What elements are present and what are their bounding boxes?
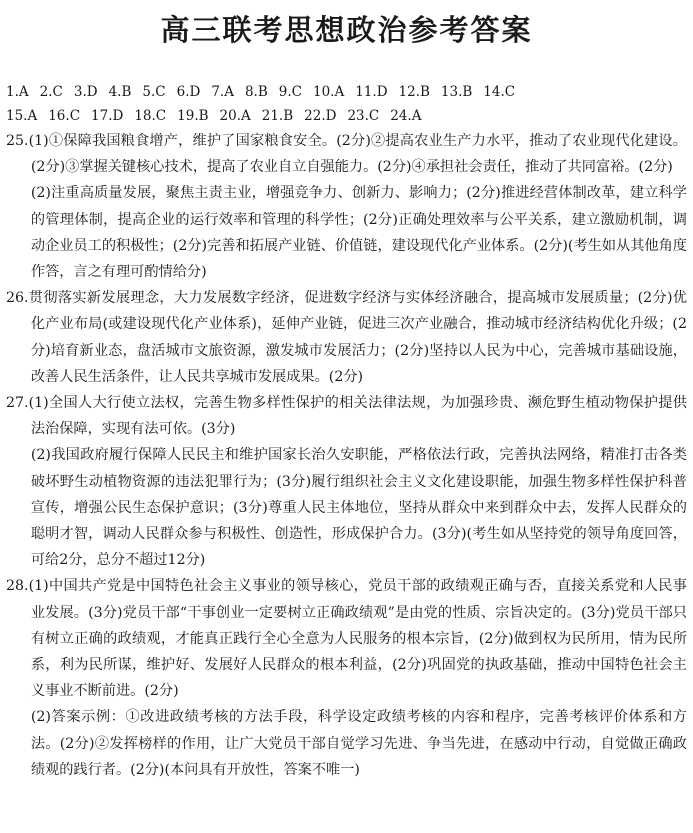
choice-answer: 3.D xyxy=(73,84,98,100)
choice-answer: 1.A xyxy=(6,84,29,100)
choice-answer: 16.C xyxy=(48,108,81,124)
choice-answer: 22.D xyxy=(304,108,337,124)
choice-answer: 9.C xyxy=(278,84,302,100)
choice-answer: 23.C xyxy=(347,108,380,124)
choice-answer: 6.D xyxy=(176,84,201,100)
question-27-part-2: (2)我国政府履行保障人民民主和维护国家长治久安职能，严格依法行政，完善执法网络，精准打击各类破坏野生动植物资源的违法犯罪行为；(3分)履行组织社会主义文化建设职能，加强生物多样性保护科普宣传，增强公民生态保护意识；(3分)尊重人民主体地位，坚持从群众中来到群众中去，发挥人民群众的聪明才智，调动人民群众参与积极性、创造性，形成保护合力。(3分)(考生如从坚持党的领导角度回答，可给2分，总分不超过12分) xyxy=(30,447,687,569)
question-25-part-2: (2)注重高质量发展，聚焦主责主业，增强竞争力、创新力、影响力；(2分)推进经营体制改革，建立科学的管理体制，提高企业的运行效率和管理的科学性；(2分)正确处理效率与公平关系，建立激励机制，调动企业员工的积极性；(2分)完善和拓展产业链、价值链，建设现代化产业体系。(2分)(考生如从其他角度作答，言之有理可酌情给分) xyxy=(30,185,687,281)
question-28-part-2: (2)答案示例：①改进政绩考核的方法手段，科学设定政绩考核的内容和程序，完善考核评价体系和方法。(2分)②发挥榜样的作用，让广大党员干部自觉学习先进、争当先进，在感动中行动，自觉做正确政绩观的践行者。(2分)(本问具有开放性，答案不唯一) xyxy=(30,709,687,778)
question-27-part-1: 27.(1)全国人大行使立法权，完善生物多样性保护的相关法律法规，为加强珍贵、濒危野生植动物保护提供法治保障，实现有法可依。(3分) xyxy=(6,395,687,438)
choice-answer: 12.B xyxy=(398,84,430,100)
choice-answer: 2.C xyxy=(39,84,63,100)
choice-answer: 21.B xyxy=(261,108,294,124)
choice-answer: 24.A xyxy=(390,108,422,124)
choice-answer: 5.C xyxy=(142,84,166,100)
choice-answer: 18.C xyxy=(134,108,167,124)
choice-answers xyxy=(6,80,687,128)
choice-answer: 4.B xyxy=(108,84,132,100)
choice-answer: 8.B xyxy=(244,84,268,100)
choice-answer: 10.A xyxy=(313,84,345,100)
question-25-part-1: 25.(1)①保障我国粮食增产，维护了国家粮食安全。(2分)②提高农业生产力水平，推动了农业现代化建设。(2分)③掌握关键核心技术，提高了农业自立自强能力。(2分)④承担社会责任，推动了共同富裕。(2分) xyxy=(6,133,687,176)
choice-answer: 20.A xyxy=(219,108,251,124)
page-title: 高三联考思想政治参考答案 xyxy=(160,13,533,47)
choice-answers-row-2 xyxy=(6,104,687,128)
choice-answer: 15.A xyxy=(6,108,38,124)
question-26: 26.贯彻落实新发展理念，大力发展数字经济，促进数字经济与实体经济融合，提高城市发展质量；(2分)优化产业布局(或建设现代化产业体系)，延伸产业链，促进三次产业融合，推动城市经济结构优化升级；(2分)培育新业态，盘活城市文旅资源，激发城市发展活力；(2分)坚持以人民为中心，完善城市基础设施，改善人民生活条件，让人民共享城市发展成果。(2分) xyxy=(6,290,687,385)
choice-answer: 14.C xyxy=(483,84,516,100)
choice-answer: 13.B xyxy=(440,84,473,100)
choice-answer: 19.B xyxy=(177,108,209,124)
choice-answer: 7.A xyxy=(211,84,234,100)
choice-answer: 11.D xyxy=(355,84,388,100)
question-28-part-1: 28.(1)中国共产党是中国特色社会主义事业的领导核心，党员干部的政绩观正确与否，直接关系党和人民事业发展。(3分)党员干部“干事创业一定要树立正确政绩观”是由党的性质、宗旨决定的。(3分)党员干部只有树立正确的政绩观，才能真正践行全心全意为人民服务的根本宗旨，(2分)做到权为民所用，情为民所系，利为民所谋，维护好、发展好人民群众的根本利益，(2分)巩固党的执政基础，推动中国特色社会主义事业不断前进。(2分) xyxy=(6,578,687,700)
answer-body xyxy=(6,128,687,783)
choice-answer: 17.D xyxy=(91,108,124,124)
choice-answers-row-1 xyxy=(6,80,687,104)
